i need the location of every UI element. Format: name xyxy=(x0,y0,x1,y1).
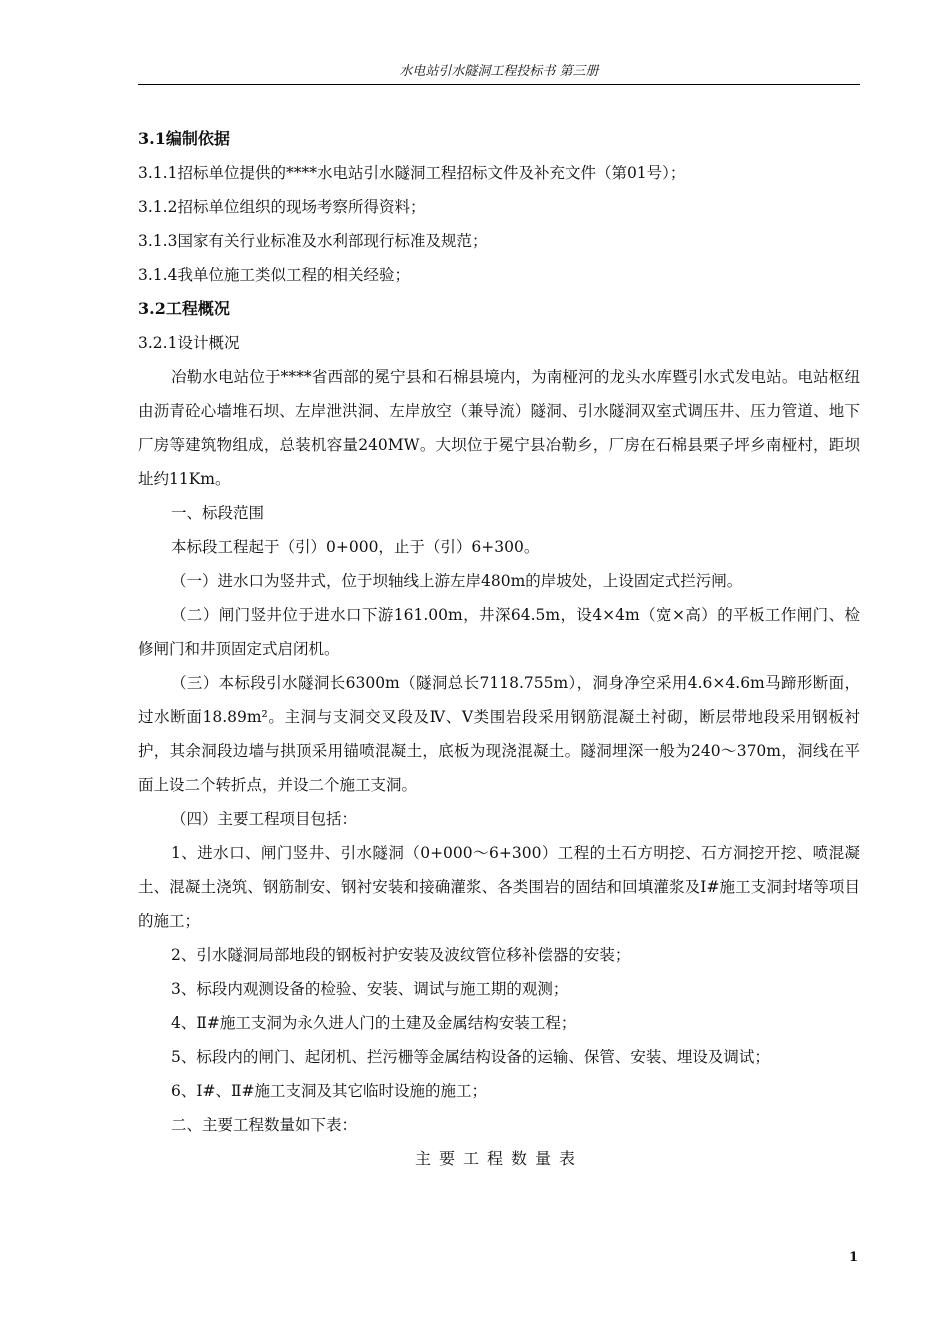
work-item-4: 4、Ⅱ#施工支洞为永久进人门的土建及金属结构安装工程； xyxy=(171,1014,577,1032)
table-title: 主要工程数量表 xyxy=(414,1149,583,1168)
range-title: 一、标段范围 xyxy=(171,504,265,522)
project-intro-paragraph: 冶勒水电站位于****省西部的冕宁县和石棉县境内，为南桠河的龙头水库暨引水式发电站。电站枢纽由沥青砼心墙堆石坝、左岸泄洪洞、左岸放空（兼导流）隧洞、引水隧洞双室式调压井、压力管道、地下厂房等建筑物组成，总装机容量240MW。大坝位于冕宁县冶勒乡，厂房在石棉县栗子坪乡南桠村，距坝址约11Km。 xyxy=(138,368,860,488)
page-number: 1 xyxy=(849,1250,859,1265)
work-item-3: 3、标段内观测设备的检验、安装、调试与施工期的观测； xyxy=(171,980,569,998)
basis-item-1: 3.1.1招标单位提供的****水电站引水隧洞工程招标文件及补充文件（第01号）； xyxy=(138,164,686,182)
section-heading-3-1: 3.1编制依据 xyxy=(138,129,230,148)
quantity-title: 二、主要工程数量如下表： xyxy=(171,1116,358,1134)
range-text: 本标段工程起于（引）0+000，止于（引）6+300。 xyxy=(171,538,540,556)
paragraph-main-items: （四）主要工程项目包括： xyxy=(171,810,358,828)
section-heading-3-2: 3.2工程概况 xyxy=(138,299,230,318)
paragraph-tunnel: （三）本标段引水隧洞长6300m（隧洞总长7118.755m），洞身净空采用4.6×4.6m马蹄形断面，过水断面18.89m²。主洞与支洞交叉段及Ⅳ、Ⅴ类围岩段采用钢筋混凝土衬砌，断层带地段采用钢板衬护，其余洞段边墙与拱顶采用锚喷混凝土，底板为现浇混凝土。隧洞埋深一般为240～370m，洞线在平面上设二个转折点，并设二个施工支洞。 xyxy=(138,674,860,794)
work-item-2: 2、引水隧洞局部地段的钢板衬护安装及波纹管位移补偿器的安装； xyxy=(171,946,631,964)
page-header: 水电站引水隧洞工程投标书 第三册 xyxy=(138,62,860,85)
basis-item-4: 3.1.4我单位施工类似工程的相关经验； xyxy=(138,266,410,284)
subsection-heading-3-2-1: 3.2.1设计概况 xyxy=(138,334,240,352)
work-item-1: 1、进水口、闸门竖井、引水隧洞（0+000～6+300）工程的土石方明挖、石方洞挖开挖、喷混凝土、混凝土浇筑、钢筋制安、钢衬安装和接确灌浆、各类围岩的固结和回填灌浆及Ⅰ#施工支洞封堵等项目的施工； xyxy=(138,844,860,930)
work-item-5: 5、标段内的闸门、起闭机、拦污栅等金属结构设备的运输、保管、安装、埋设及调试； xyxy=(171,1048,770,1066)
basis-item-2: 3.1.2招标单位组织的现场考察所得资料； xyxy=(138,198,426,216)
basis-item-3: 3.1.3国家有关行业标准及水利部现行标准及规范； xyxy=(138,232,488,250)
document-body xyxy=(138,122,860,1176)
work-item-6: 6、Ⅰ#、Ⅱ#施工支洞及其它临时设施的施工； xyxy=(171,1082,487,1100)
paragraph-gate-shaft: （二）闸门竖井位于进水口下游161.00m，井深64.5m，设4×4m（宽×高）的平板工作闸门、检修闸门和井顶固定式启闭机。 xyxy=(138,606,860,658)
paragraph-intake: （一）进水口为竖井式，位于坝轴线上游左岸480m的岸坡处，上设固定式拦污闸。 xyxy=(171,572,743,590)
